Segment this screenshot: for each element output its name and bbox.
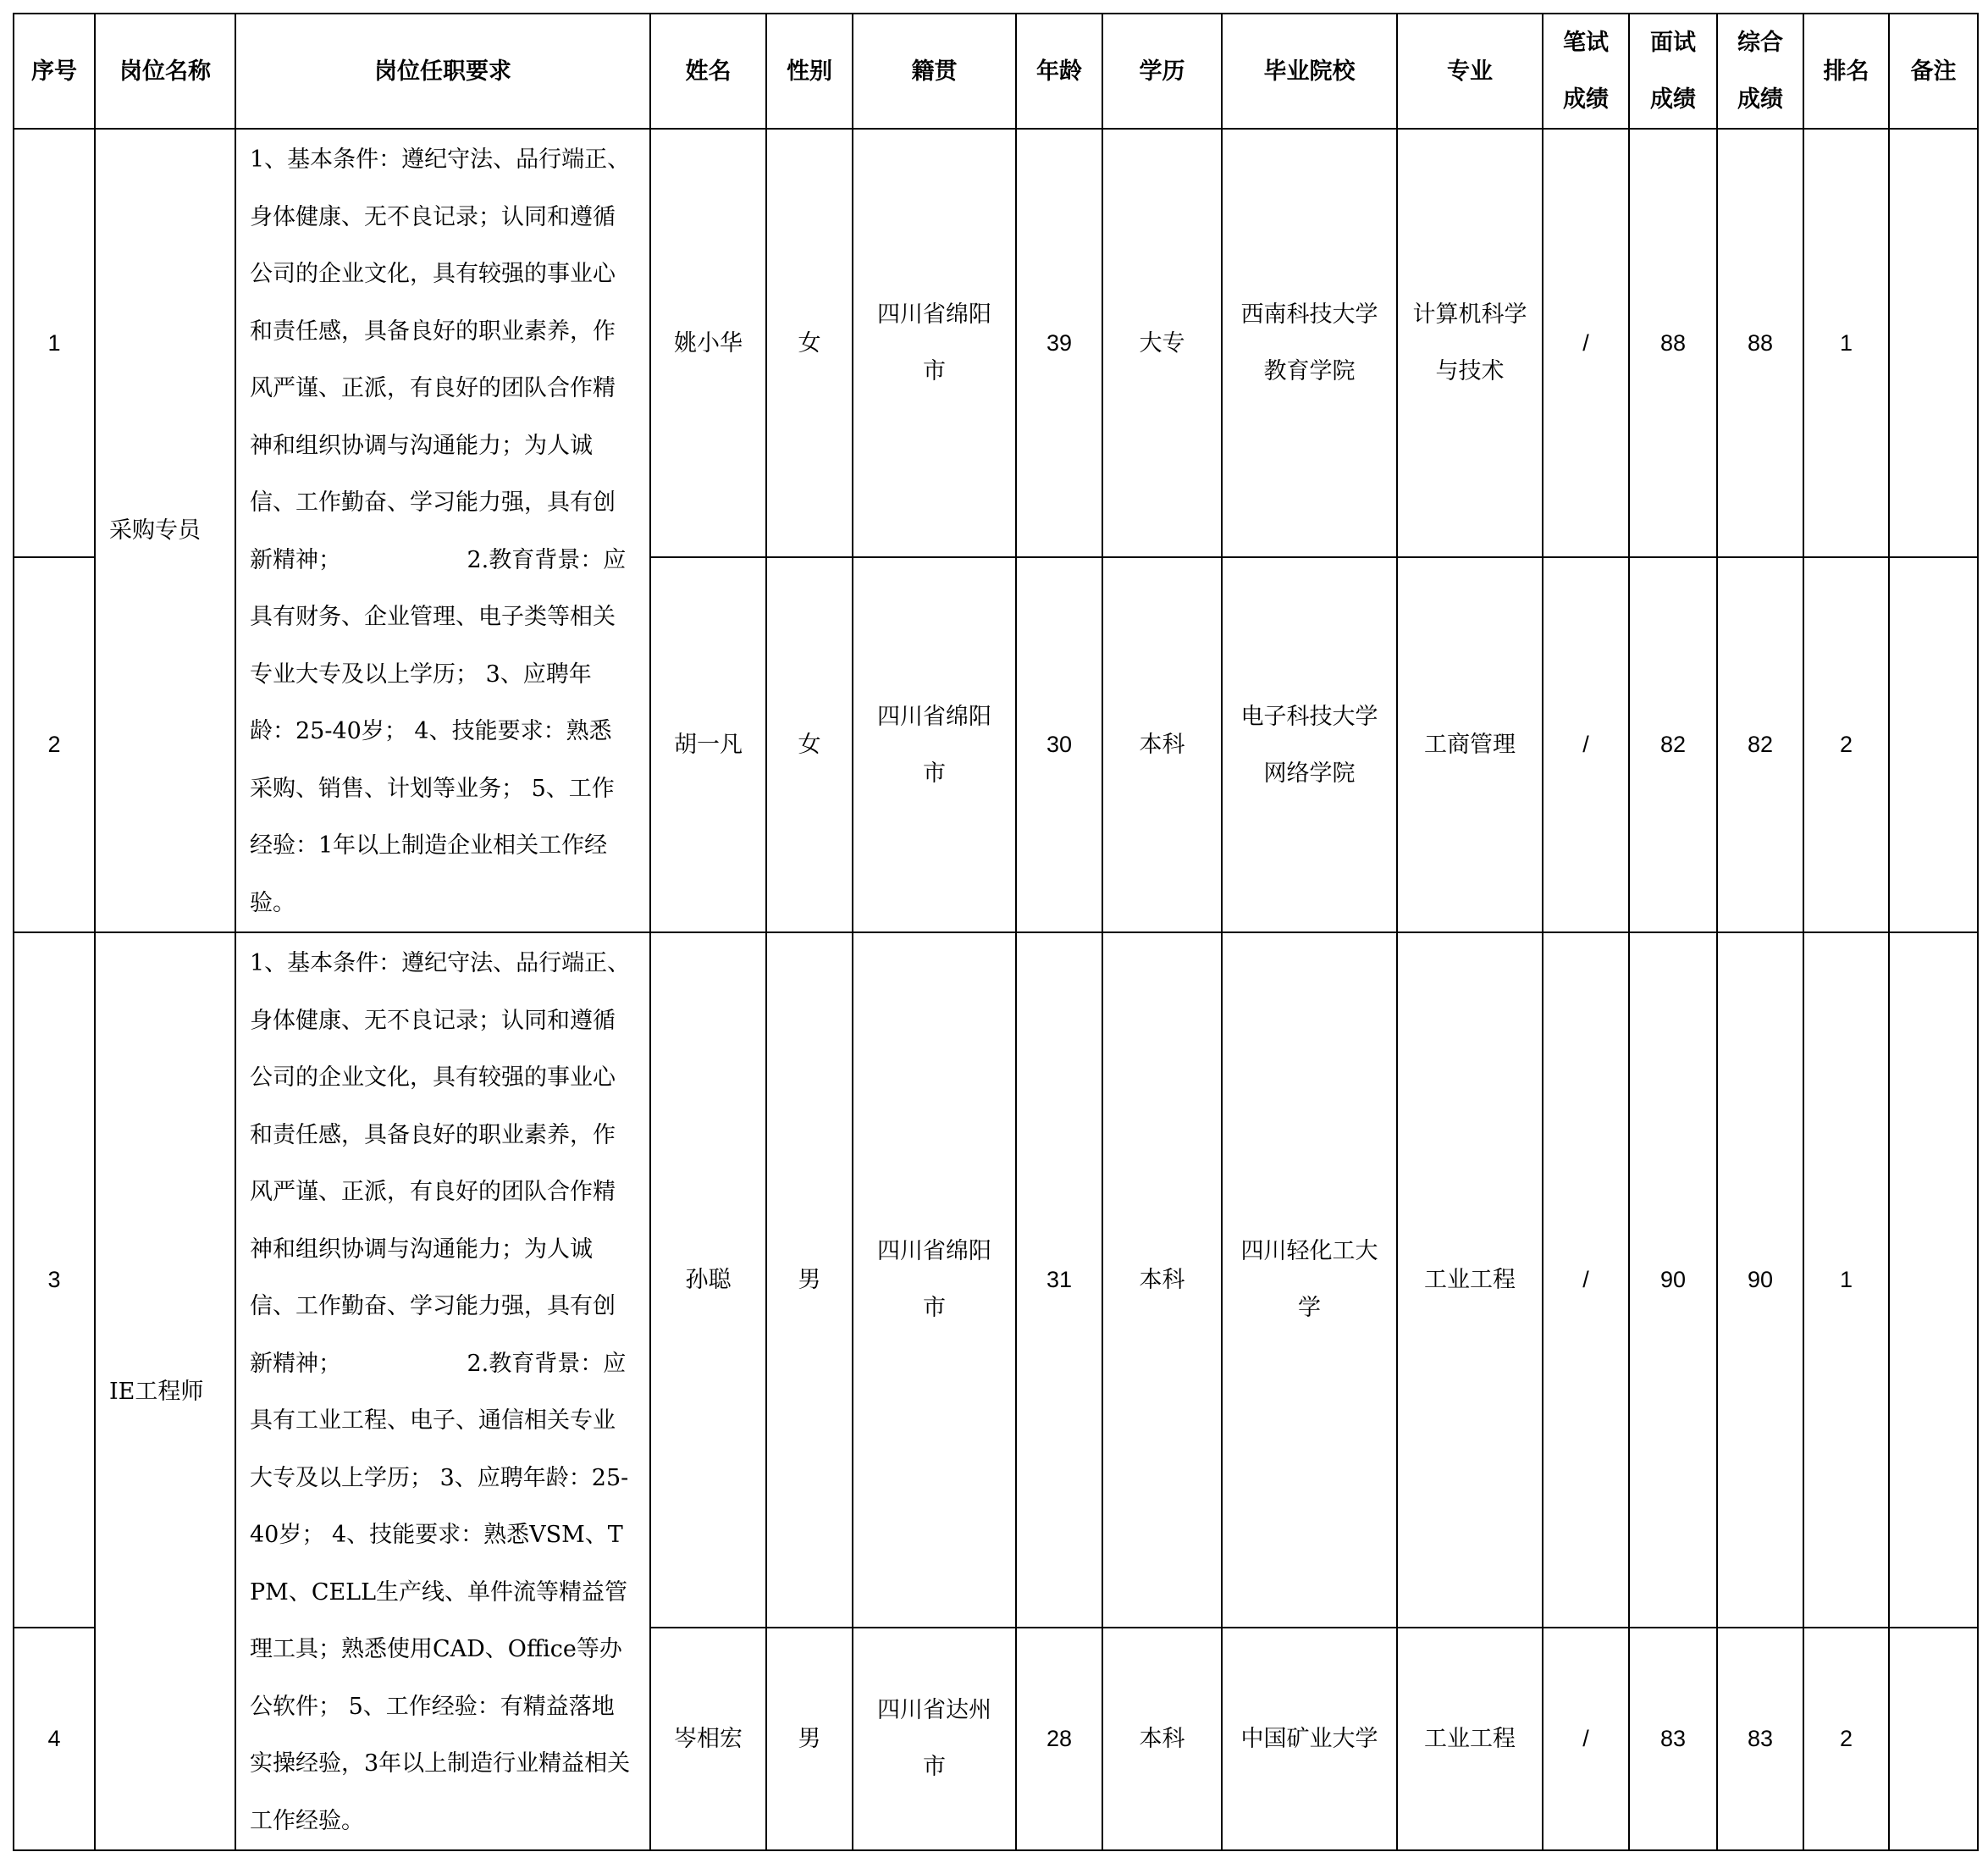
- header-gender: 性别: [766, 14, 853, 129]
- cell-rank: 2: [1803, 1628, 1889, 1850]
- cell-origin-line2: 市: [923, 1754, 946, 1781]
- cell-total-score: 82: [1717, 557, 1803, 932]
- cell-age: 30: [1016, 557, 1102, 932]
- cell-origin: [853, 932, 1016, 1628]
- cell-seq: 2: [14, 557, 95, 932]
- cell-major: [1397, 129, 1543, 557]
- header-written-score: [1543, 14, 1629, 129]
- cell-major: 工业工程: [1397, 932, 1543, 1628]
- cell-remarks: [1889, 557, 1978, 932]
- cell-interview-score: 90: [1629, 932, 1717, 1628]
- cell-total-score: 83: [1717, 1628, 1803, 1850]
- cell-gender: 女: [766, 557, 853, 932]
- header-total-score: [1717, 14, 1803, 129]
- cell-requirements: 1、基本条件：遵纪守法、品行端正、身体健康、无不良记录；认同和遵循公司的企业文化，具有较强的事业心和责任感，具备良好的职业素养，作风严谨、正派，有良好的团队合作精神和组织协调与沟通能力；为人诚信、工作勤奋、学习能力强，具有创新精神； 2.教育背景：应具有工业工程、电子、通信相关专业大专及以上学历； 3、应聘年龄：25-40岁； 4、技能要求：熟悉VSM、TPM、CELL生产线、单件流等精益管理工具；熟悉使用CAD、Office等办公软件； 5、工作经验：有精益落地实操经验，3年以上制造行业精益相关工作经验。: [235, 932, 650, 1850]
- header-total-line1: 综合: [1737, 30, 1783, 56]
- table-row: [14, 129, 1978, 557]
- cell-remarks: [1889, 932, 1978, 1628]
- header-written-line1: 笔试: [1563, 30, 1609, 56]
- header-rank: 排名: [1803, 14, 1889, 129]
- cell-origin-line1: 四川省绵阳: [877, 301, 991, 329]
- cell-requirements: 1、基本条件：遵纪守法、品行端正、身体健康、无不良记录；认同和遵循公司的企业文化，具有较强的事业心和责任感，具备良好的职业素养，作风严谨、正派，有良好的团队合作精神和组织协调与沟通能力；为人诚信、工作勤奋、学习能力强，具有创新精神； 2.教育背景：应具有财务、企业管理、电子类等相关专业大专及以上学历； 3、应聘年龄：25-40岁； 4、技能要求：熟悉采购、销售、计划等业务； 5、工作经验：1年以上制造企业相关工作经验。: [235, 129, 650, 932]
- table-row: [14, 932, 1978, 1628]
- cell-written-score: /: [1543, 129, 1629, 557]
- cell-origin-line2: 市: [923, 358, 946, 385]
- header-total-line2: 成绩: [1737, 86, 1783, 113]
- cell-school-line1: 四川轻化工大: [1240, 1238, 1378, 1265]
- cell-name: 孙聪: [650, 932, 766, 1628]
- cell-post-name: IE工程师: [95, 932, 235, 1850]
- cell-origin: [853, 129, 1016, 557]
- cell-school-line1: 电子科技大学: [1240, 703, 1378, 730]
- cell-gender: 男: [766, 932, 853, 1628]
- cell-school: [1222, 932, 1397, 1628]
- header-requirements: 岗位任职要求: [235, 14, 650, 129]
- cell-school: 中国矿业大学: [1222, 1628, 1397, 1850]
- cell-school: [1222, 129, 1397, 557]
- cell-age: 28: [1016, 1628, 1102, 1850]
- cell-origin-line2: 市: [923, 1295, 946, 1322]
- cell-origin-line2: 市: [923, 760, 946, 787]
- cell-interview-score: 82: [1629, 557, 1717, 932]
- header-seq: 序号: [14, 14, 95, 129]
- cell-interview-score: 88: [1629, 129, 1717, 557]
- header-interview-line1: 面试: [1650, 30, 1696, 56]
- header-age: 年龄: [1016, 14, 1102, 129]
- header-education: 学历: [1102, 14, 1222, 129]
- cell-written-score: /: [1543, 1628, 1629, 1850]
- header-school: 毕业院校: [1222, 14, 1397, 129]
- cell-major: 工商管理: [1397, 557, 1543, 932]
- cell-origin: [853, 557, 1016, 932]
- cell-seq: 3: [14, 932, 95, 1628]
- cell-name: 胡一凡: [650, 557, 766, 932]
- cell-remarks: [1889, 1628, 1978, 1850]
- cell-education: 大专: [1102, 129, 1222, 557]
- recruitment-results-table: [13, 13, 1979, 1851]
- header-name: 姓名: [650, 14, 766, 129]
- cell-school-line2: 教育学院: [1263, 358, 1356, 385]
- cell-education: 本科: [1102, 557, 1222, 932]
- cell-total-score: 90: [1717, 932, 1803, 1628]
- header-post-name: 岗位名称: [95, 14, 235, 129]
- cell-rank: 1: [1803, 129, 1889, 557]
- cell-origin: [853, 1628, 1016, 1850]
- cell-age: 39: [1016, 129, 1102, 557]
- cell-origin-line1: 四川省达州: [877, 1697, 991, 1724]
- cell-major-line2: 与技术: [1435, 358, 1505, 385]
- cell-major: 工业工程: [1397, 1628, 1543, 1850]
- header-row: [14, 14, 1978, 129]
- cell-major-line1: 计算机科学: [1412, 301, 1527, 329]
- cell-name: 岑相宏: [650, 1628, 766, 1850]
- cell-education: 本科: [1102, 1628, 1222, 1850]
- cell-name: 姚小华: [650, 129, 766, 557]
- cell-school-line2: 学: [1298, 1295, 1321, 1322]
- header-interview-line2: 成绩: [1650, 86, 1696, 113]
- cell-age: 31: [1016, 932, 1102, 1628]
- cell-school: [1222, 557, 1397, 932]
- cell-gender: 女: [766, 129, 853, 557]
- cell-school-line2: 网络学院: [1263, 760, 1356, 787]
- cell-rank: 2: [1803, 557, 1889, 932]
- cell-rank: 1: [1803, 932, 1889, 1628]
- cell-seq: 4: [14, 1628, 95, 1850]
- cell-post-name: 采购专员: [95, 129, 235, 932]
- cell-total-score: 88: [1717, 129, 1803, 557]
- cell-gender: 男: [766, 1628, 853, 1850]
- header-interview-score: [1629, 14, 1717, 129]
- header-major: 专业: [1397, 14, 1543, 129]
- cell-written-score: /: [1543, 932, 1629, 1628]
- cell-seq: 1: [14, 129, 95, 557]
- cell-school-line1: 西南科技大学: [1240, 301, 1378, 329]
- cell-remarks: [1889, 129, 1978, 557]
- cell-written-score: /: [1543, 557, 1629, 932]
- cell-origin-line1: 四川省绵阳: [877, 703, 991, 730]
- header-origin: 籍贯: [853, 14, 1016, 129]
- cell-education: 本科: [1102, 932, 1222, 1628]
- cell-interview-score: 83: [1629, 1628, 1717, 1850]
- cell-origin-line1: 四川省绵阳: [877, 1238, 991, 1265]
- header-remarks: 备注: [1889, 14, 1978, 129]
- header-written-line2: 成绩: [1563, 86, 1609, 113]
